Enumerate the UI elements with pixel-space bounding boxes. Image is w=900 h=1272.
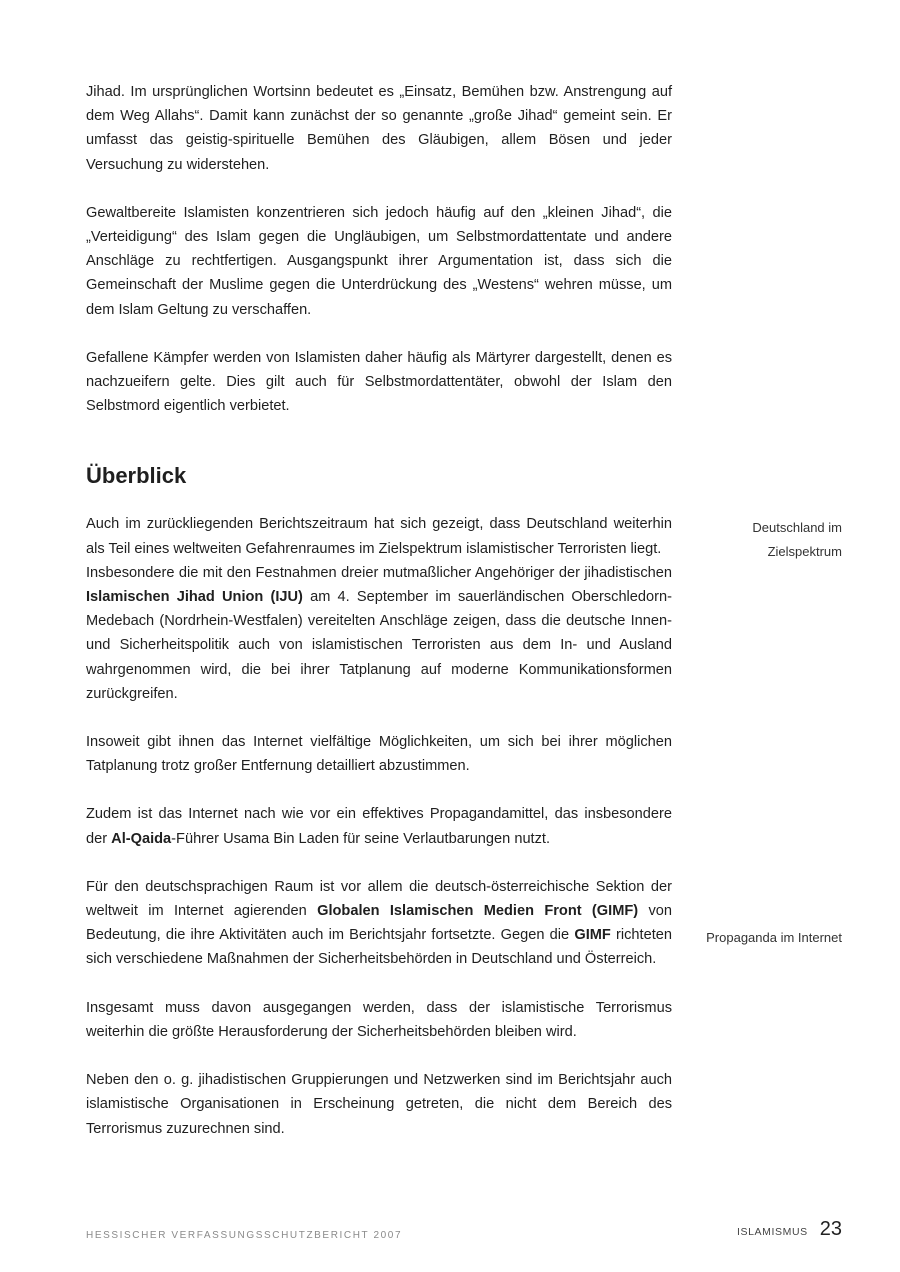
paragraph <box>86 80 672 177</box>
paragraph-text: Insgesamt muss davon ausgegangen werden, dass der islamistische Terrorismus weiterhin die größte Herausforderung der Sicherheitsbehörden bleiben wird. <box>86 999 672 1040</box>
footer-page-info <box>737 1218 842 1241</box>
paragraph-text: Für den deutschsprachigen Raum ist vor allem die deutsch-österreichische Sektion der weltweit im Internet agierenden <box>86 878 672 920</box>
paragraph <box>86 996 672 1044</box>
paragraph-text: Neben den o. g. jihadistischen Gruppierungen und Netzwerken sind im Berichtsjahr auch islamistische Organisationen in Erscheinung getreten, die nicht dem Bereich des Terrorismus zuzurechnen sind. <box>86 1072 672 1137</box>
paragraph-text: am 4. September im sauerländischen Oberschledorn-Medebach (Nordrhein-Westfalen) vereitelten Anschläge zeigen, dass die deutsche Innen- und Sicherheitspolitik auch von islamistischen Terroristen aus dem In- und Ausland wahrgenommen wird, die bei ihrer Tatplanung auf moderne Kommunikationsformen zurückgreifen. <box>86 589 672 702</box>
paragraph <box>86 875 672 972</box>
paragraph-text: -Führer Usama Bin Laden für seine Verlautbarungen nutzt. <box>171 830 551 847</box>
paragraph-text: Gewaltbereite Islamisten konzentrieren sich jedoch häufig auf den „kleinen Jihad“, die „Verteidigung“ des Islam gegen die Ungläubigen, um Selbstmordattentate und andere Anschläge zu rechtfertigen. Ausgangspunkt ihrer Argumentation ist, dass sich die Gemeinschaft der Muslime gegen die Unterdrückung des „Westens“ wehren müsse, um dem Islam Geltung zu verschaffen. <box>86 204 672 318</box>
footer-section-name: ISLAMISMUS <box>736 1226 808 1238</box>
bold-term: Globalen Islamischen Medien Front (GIMF) <box>317 903 639 920</box>
margin-note-zielspektrum <box>672 516 842 564</box>
paragraph <box>86 346 672 419</box>
paragraph <box>86 802 672 850</box>
paragraph-text: von Bedeutung, die ihre Aktivitäten auch im Berichtsjahr fortsetzte. Gegen die <box>86 903 672 944</box>
paragraph-text: Insbesondere die mit den Festnahmen dreier mutmaßlicher Angehöriger der jihadistischen <box>86 564 672 581</box>
margin-note-line: Propaganda im Internet <box>706 930 842 945</box>
paragraph-text: Gefallene Kämpfer werden von Islamisten daher häufig als Märtyrer dargestellt, denen es nachzueifern gelte. Dies gilt auch für Selbstmordattentäter, obwohl der Islam den Selbstmord eigentlich verbietet. <box>86 349 672 415</box>
section-heading: Überblick <box>86 463 187 489</box>
paragraph <box>86 561 672 706</box>
paragraph <box>86 512 672 560</box>
paragraph-text: richteten sich verschiedene Maßnahmen der Sicherheitsbehörden in Deutschland und Österreich. <box>86 927 673 968</box>
bold-term: Islamischen Jihad Union (IJU) <box>86 589 303 606</box>
margin-note-propaganda <box>672 926 842 950</box>
paragraph <box>86 1068 672 1141</box>
margin-note-line: Deutschland im <box>752 520 842 535</box>
paragraph <box>86 201 672 322</box>
paragraph-text: Zudem ist das Internet nach wie vor ein effektives Propagandamittel, das insbesondere der <box>86 806 672 847</box>
paragraph-text: Jihad. Im ursprünglichen Wortsinn bedeutet es „Einsatz, Bemühen bzw. Anstrengung auf dem Weg Allahs“. Damit kann zunächst der so genannte „große Jihad“ gemeint sein. Er umfasst das geistig-spirituelle Bemühen des Gläubigen, allem Bösen und jeder Versuchung zu widerstehen. <box>86 84 672 173</box>
page-number: 23 <box>819 1218 842 1240</box>
paragraph <box>86 730 672 778</box>
paragraph-text: Insoweit gibt ihnen das Internet vielfältige Möglichkeiten, um sich bei ihrer möglichen Tatplanung trotz großer Entfernung detailliert abzustimmen. <box>86 734 672 775</box>
paragraph-text: Auch im zurückliegenden Berichtszeitraum hat sich gezeigt, dass Deutschland weiterhin als Teil eines weltweiten Gefahrenraumes im Zielspektrum islamistischer Terroristen liegt. <box>86 516 672 557</box>
bold-term: Al-Qaida <box>111 830 172 847</box>
main-text-column <box>86 80 672 1165</box>
margin-note-line: Zielspektrum <box>767 544 842 559</box>
footer-publication-title: HESSISCHER VERFASSUNGSSCHUTZBERICHT 2007 <box>86 1230 403 1241</box>
bold-term: GIMF <box>574 927 611 944</box>
